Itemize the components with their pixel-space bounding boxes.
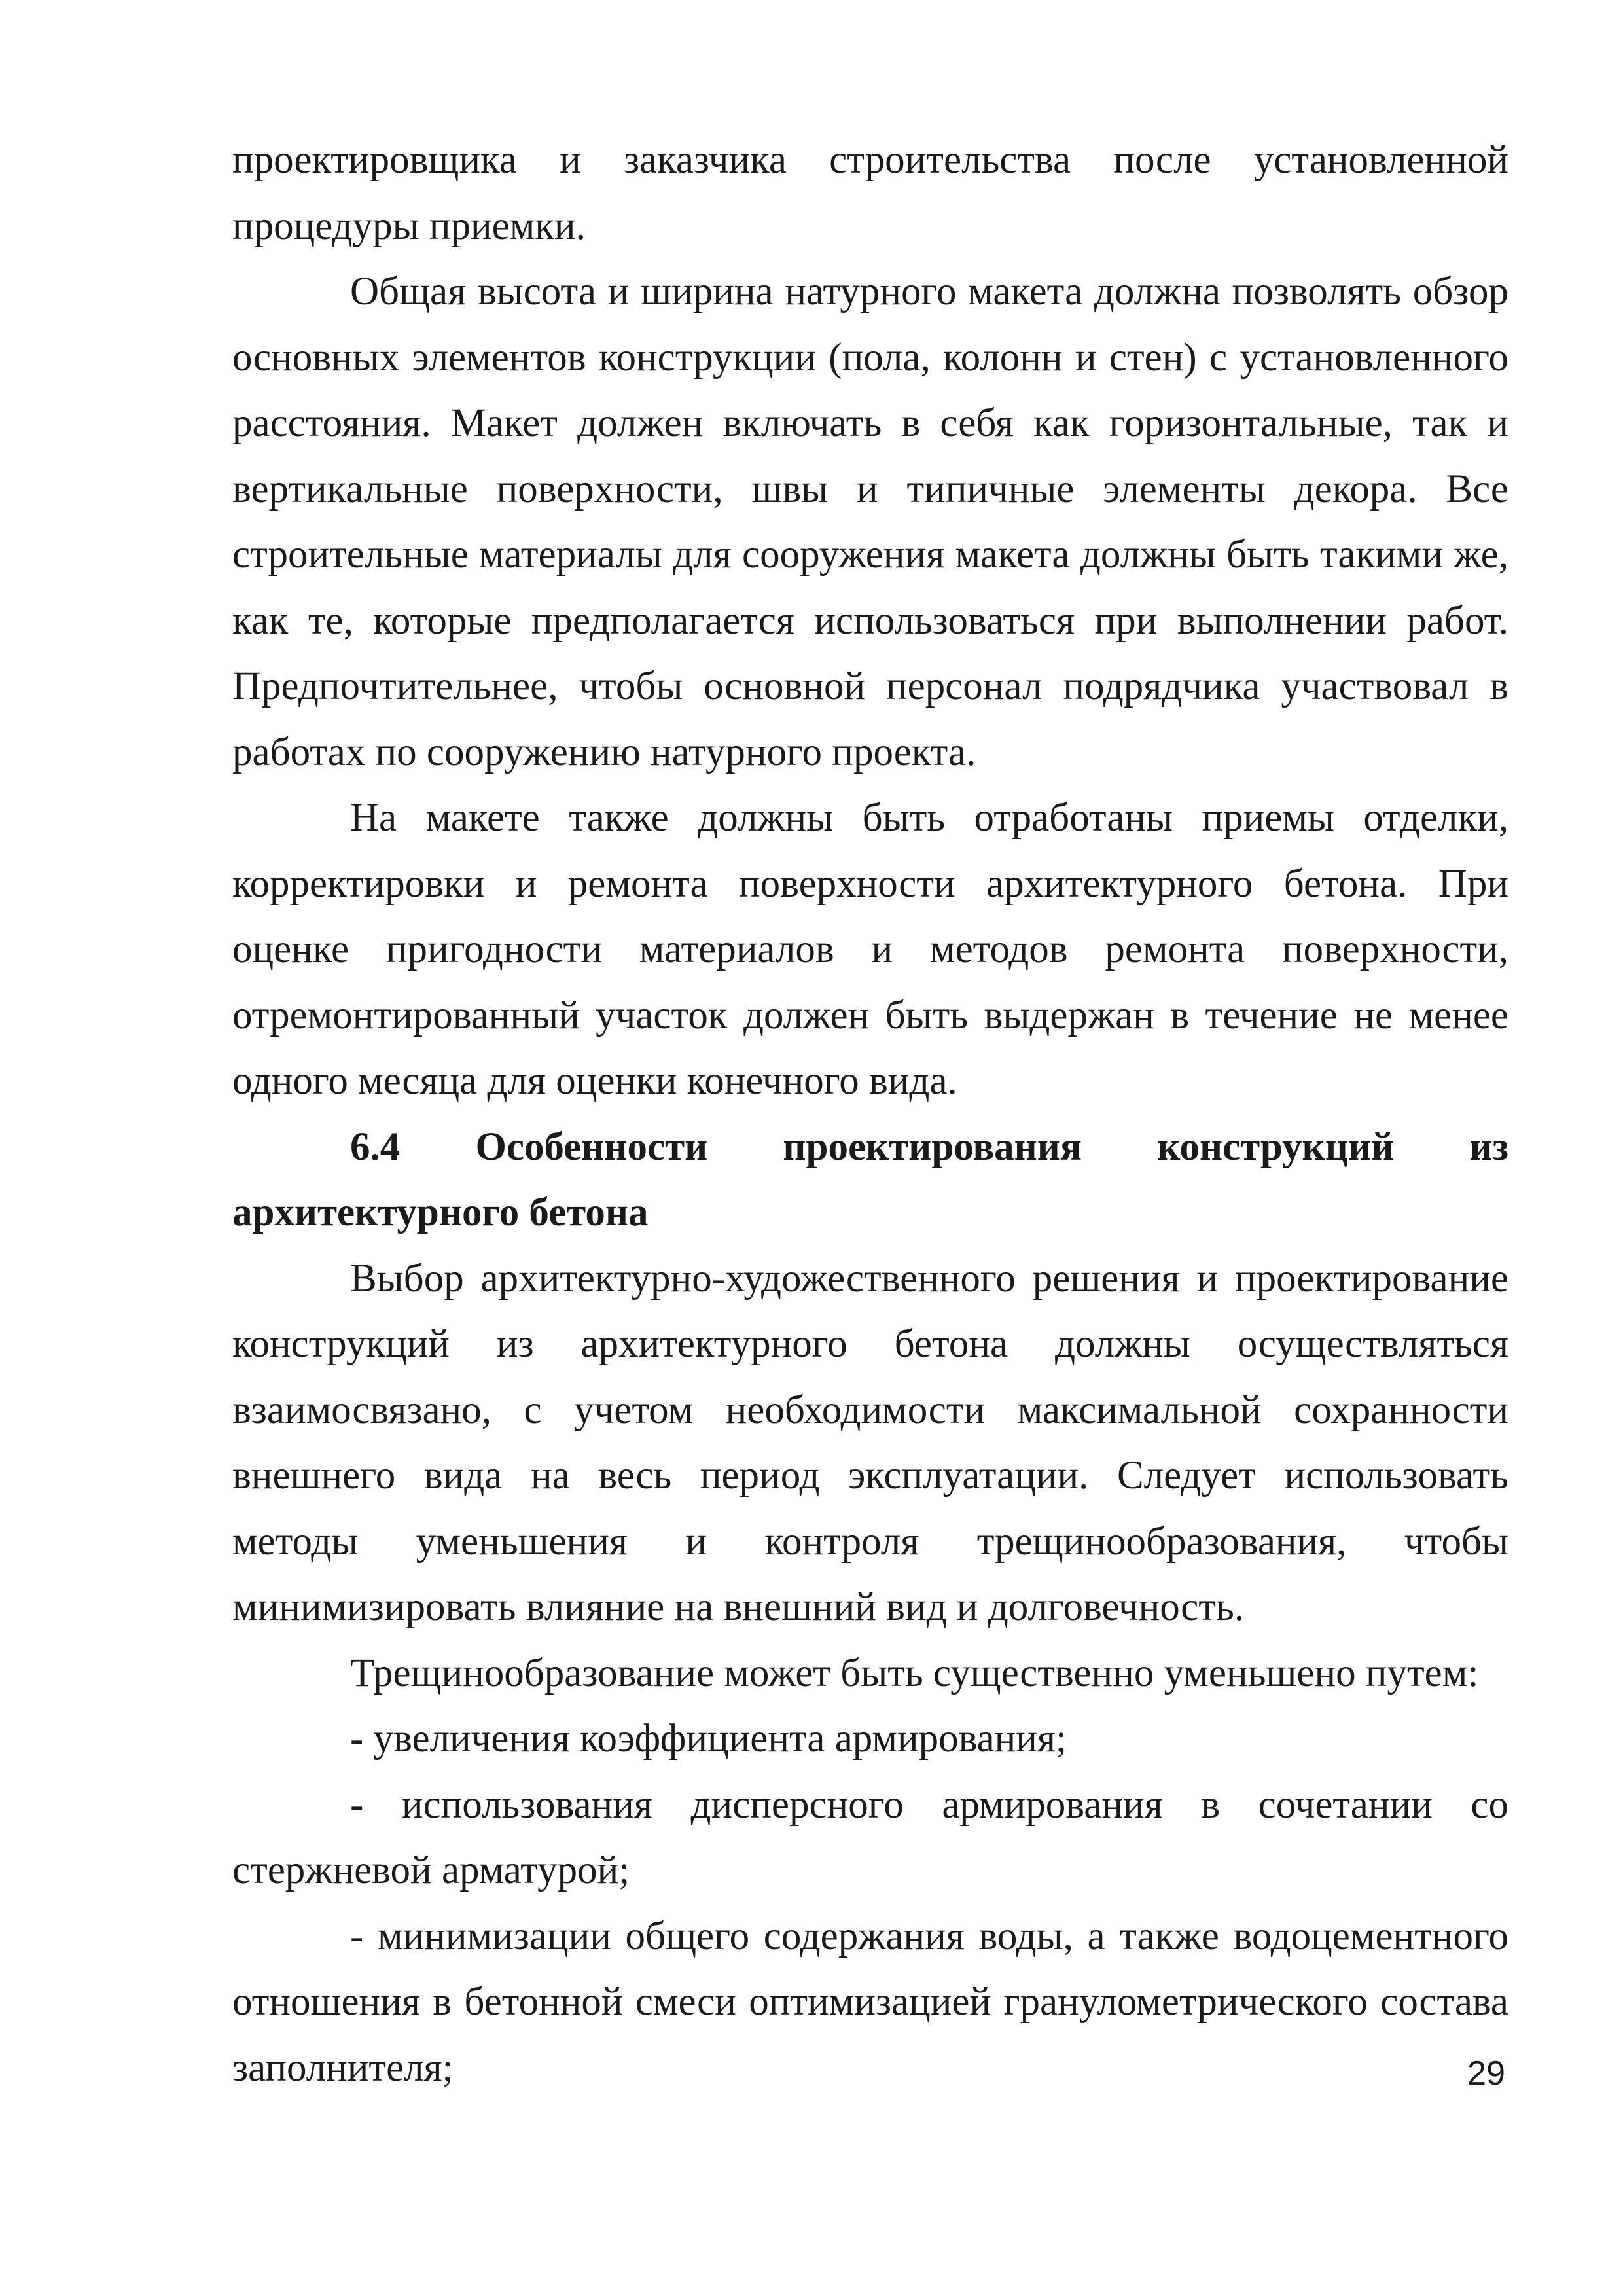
section-heading: 6.4 Особенности проектирования конструкций из архитектурного бетона: [232, 1124, 1508, 1234]
paragraph-crack-reduction: Трещинообразование может быть существенно уменьшено путем:: [350, 1651, 1479, 1695]
page-body: [232, 128, 1508, 2101]
paragraph-continuation: проектировщика и заказчика строительства после установленной процедуры приемки.: [232, 138, 1508, 248]
paragraph-design-choice: Выбор архитектурно-художественного решения и проектирование конструкций из архитектурного бетона должны осуществляться взаимосвязано, с учетом необходимости максимальной сохранности внешнего вида на весь период эксплуатации. Следует использовать методы уменьшения и контроля трещинообразования, чтобы минимизировать влияние на внешний вид и долговечность.: [232, 1256, 1508, 1629]
paragraph-model-finishing: На макете также должны быть отработаны приемы отделки, корректировки и ремонта поверхности архитектурного бетона. При оценке пригодности материалов и методов ремонта поверхности, отремонтированный участок должен быть выдержан в течение не менее одного месяца для оценки конечного вида.: [232, 796, 1508, 1103]
page-number: 29: [1467, 2054, 1505, 2092]
list-item: - использования дисперсного армирования в сочетании со стержневой арматурой;: [232, 1782, 1508, 1892]
paragraph-model-dimensions: Общая высота и ширина натурного макета должна позволять обзор основных элементов конструкции (пола, колонн и стен) с установленного расстояния. Макет должен включать в себя как горизонтальные, так и вертикальные поверхности, швы и типичные элементы декора. Все строительные материалы для сооружения макета должны быть такими же, как те, которые предполагается использоваться при выполнении работ. Предпочтительнее, чтобы основной персонал подрядчика участвовал в работах по сооружению натурного проекта.: [232, 270, 1508, 774]
list-item: - увеличения коэффициента армирования;: [350, 1717, 1067, 1761]
list-item: - минимизации общего содержания воды, а также водоцементного отношения в бетонной смеси оптимизацией гранулометрического состава заполнителя;: [232, 1914, 1508, 2090]
crack-reduction-list: [232, 1706, 1508, 2101]
